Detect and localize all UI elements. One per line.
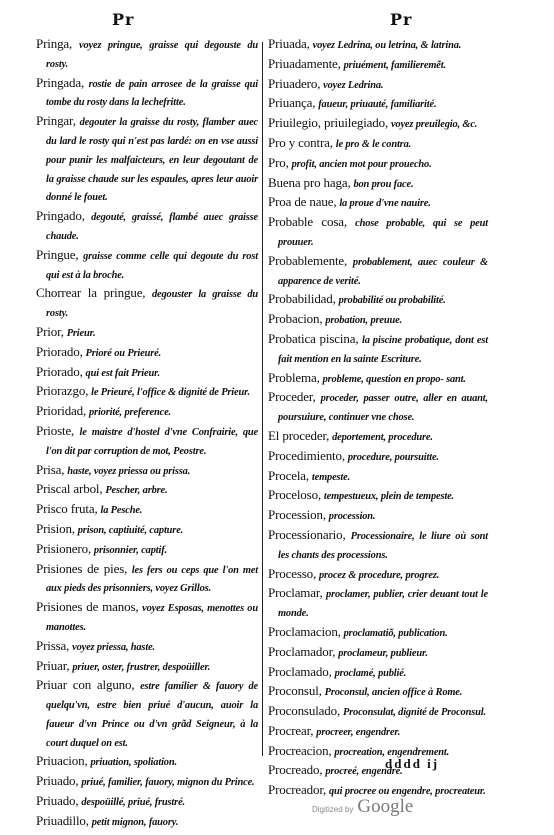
dictionary-entry <box>268 174 488 194</box>
entry-definition: qui procree ou engendre, procreateur. <box>328 786 486 798</box>
entry-headword: Priscal arbol, <box>36 481 103 497</box>
entry-headword: Proclamacion, <box>268 623 341 639</box>
dictionary-entry <box>36 74 258 113</box>
entry-headword: Prissa, <box>36 637 70 653</box>
entry-headword: Probable cosa, <box>268 214 347 230</box>
entry-definition: Proconsul, ancien office à Rome. <box>324 687 463 699</box>
digitized-watermark <box>312 796 413 818</box>
entry-headword: Priuado, <box>36 773 79 789</box>
entry-headword: Processionario, <box>268 526 346 542</box>
dictionary-entry <box>36 540 258 560</box>
dictionary-entry <box>268 369 488 389</box>
entry-headword: Prisa, <box>36 461 65 477</box>
entry-definition: profit, ancien mot pour prouecho. <box>291 158 432 170</box>
entry-definition: voyez Ledrina, ou letrina, & latrina. <box>312 40 462 51</box>
google-logo: Google <box>357 796 414 817</box>
entry-definition: priuer, oster, frustrer, despoüiller. <box>72 661 211 673</box>
dictionary-entry <box>268 290 488 310</box>
entry-definition: procez & procedure, progrez. <box>318 569 440 581</box>
entry-headword: Priuadero, <box>268 75 321 91</box>
entry-headword: Priuada, <box>268 36 310 51</box>
watermark-prefix: Digitized by <box>312 805 354 814</box>
entry-definition: faueur, priuauté, familiarité. <box>318 99 437 111</box>
entry-headword: Prior, <box>36 323 64 339</box>
entry-headword: Procession, <box>268 507 326 523</box>
entry-headword: Processo, <box>268 565 317 581</box>
entry-definition: rostie de pain arrosee de la graisse qui tombe du rosty dans la lechefritte. <box>46 78 258 109</box>
dictionary-entry <box>36 657 258 677</box>
dictionary-entry <box>268 486 488 506</box>
entry-headword: Pringue, <box>36 246 79 262</box>
left-column <box>36 35 258 832</box>
dictionary-entry <box>268 330 488 369</box>
dictionary-entry <box>268 55 488 75</box>
entry-headword: Procedimiento, <box>268 447 345 463</box>
entry-definition: le pro & le contra. <box>335 138 412 150</box>
entry-definition: deportement, procedure. <box>332 431 433 443</box>
entry-headword: Pro y contra, <box>268 134 333 150</box>
entry-definition: procreation, engendrement. <box>334 746 450 758</box>
dictionary-entry <box>268 722 488 742</box>
dictionary-entry <box>268 506 488 526</box>
entry-headword: Proclamar, <box>268 585 323 601</box>
entry-definition: procedure, poursuitte. <box>347 451 439 463</box>
entry-definition: Prieur. <box>66 327 96 339</box>
entry-headword: Pringa, <box>36 36 73 51</box>
entry-definition: bon prou face. <box>353 178 414 190</box>
entry-definition: degouter la graisse du rosty, flamber auec du lard le rosty qui n'est pas lardé: on en vse aussi pour punir les malfaicteurs, en leur degoutant de la graisse chaude sur les espaules, apres leur auoir donné le fouet. <box>46 117 258 204</box>
entry-headword: Pringada, <box>36 74 85 90</box>
entry-definition: priorité, preference. <box>89 407 171 419</box>
dictionary-entry <box>268 565 488 585</box>
dictionary-entry <box>36 520 258 540</box>
entry-headword: Proa de naue, <box>268 194 337 210</box>
dictionary-entry <box>36 676 258 752</box>
entry-definition: procreer, engendrer. <box>316 726 401 738</box>
dictionary-entry <box>268 623 488 643</box>
entry-headword: Proclamador, <box>268 643 336 659</box>
dictionary-entry <box>268 213 488 252</box>
running-head-right: Pr <box>390 10 413 29</box>
dictionary-entry <box>268 134 488 154</box>
entry-definition: les fers ou ceps que l'on met aux pieds des prisonniers, voyez Grillos. <box>46 564 258 595</box>
entry-headword: Pringado, <box>36 208 85 224</box>
entry-headword: Priorazgo, <box>36 383 89 399</box>
entry-headword: Proconsul, <box>268 683 322 699</box>
entry-definition: probation, preuue. <box>325 315 403 327</box>
dictionary-entry <box>36 284 258 323</box>
entry-definition: voyez pringue, graisse qui degouste du rosty. <box>46 40 259 70</box>
entry-definition: tempeste. <box>311 471 351 483</box>
dictionary-entry <box>268 526 488 565</box>
entry-definition: Processionaire, le liure où sont les chants des processions. <box>278 530 488 561</box>
entry-headword: Chorrear la pringue, <box>36 285 146 301</box>
entry-headword: Procreado, <box>268 762 323 778</box>
entry-headword: Prisiones de pies, <box>36 560 128 576</box>
dictionary-entry <box>268 702 488 722</box>
entry-definition: Prioré ou Prieuré. <box>85 347 162 359</box>
dictionary-entry <box>268 761 488 781</box>
entry-definition: procession. <box>328 511 376 523</box>
entry-definition: degouté, graissé, flambé auec graisse chaude. <box>46 212 258 242</box>
dictionary-entry <box>36 422 258 461</box>
entry-headword: Prisco fruta, <box>36 501 98 517</box>
entry-headword: Priuilegio, priuilegiado, <box>268 115 389 131</box>
dictionary-entry <box>36 112 258 207</box>
entry-definition: prison, captiuité, capture. <box>77 524 184 536</box>
dictionary-entry <box>268 467 488 487</box>
entry-definition: proclamer, publier, crier deuant tout le monde. <box>278 589 488 620</box>
entry-definition: la proue d'vne nauire. <box>339 198 431 210</box>
entry-definition: Proconsulat, dignité de Proconsul. <box>342 707 486 719</box>
entry-definition: petit mignon, fauory. <box>91 816 179 828</box>
entry-headword: Priuacion, <box>36 753 88 769</box>
entry-definition: prisonnier, captif. <box>93 544 167 556</box>
entry-headword: Priuadillo, <box>36 812 89 828</box>
dictionary-entry <box>268 193 488 213</box>
entry-definition: le maistre d'hostel d'vne Confrairie, que l'on dit par corruption de mot, Peostre. <box>46 426 258 457</box>
dictionary-entry <box>268 310 488 330</box>
dictionary-entry <box>36 812 258 832</box>
entry-headword: Procreador, <box>268 782 327 798</box>
entry-headword: Proceder, <box>268 389 316 405</box>
entry-definition: graisse comme celle qui degoute du rost qui est à la broche. <box>46 250 258 281</box>
entry-headword: Prisionero, <box>36 540 92 556</box>
dictionary-entry <box>268 742 488 762</box>
entry-definition: priuément, familieremẽt. <box>343 59 446 71</box>
dictionary-entry <box>268 75 488 95</box>
dictionary-entry <box>36 382 258 402</box>
dictionary-entry <box>268 252 488 291</box>
dictionary-entry <box>36 598 258 637</box>
entry-definition: la piscine probatique, dont est fait mention en la sainte Escriture. <box>278 334 488 365</box>
dictionary-entry <box>36 323 258 343</box>
dictionary-entry <box>36 637 258 657</box>
entry-headword: Prision, <box>36 520 75 536</box>
dictionary-entry <box>36 480 258 500</box>
entry-headword: Probacion, <box>268 311 323 327</box>
entry-definition: chose probable, qui se peut prouuer. <box>278 218 488 248</box>
entry-headword: Proceloso, <box>268 487 322 503</box>
dictionary-entry <box>36 461 258 481</box>
entry-definition: haste, voyez priessa ou prissa. <box>67 465 191 477</box>
entry-headword: Buena pro haga, <box>268 174 351 190</box>
entry-definition: despoüillé, priué, frustré. <box>81 797 185 809</box>
entry-headword: Procreacion, <box>268 742 332 758</box>
entry-definition: proclamé, publié. <box>334 667 407 679</box>
running-head-left: Pr <box>112 10 135 29</box>
entry-headword: Probatica piscina, <box>268 330 359 346</box>
entry-headword: Prisiones de manos, <box>36 599 139 615</box>
entry-headword: Priuar, <box>36 657 70 673</box>
dictionary-entry <box>36 343 258 363</box>
dictionary-entry <box>268 643 488 663</box>
entry-headword: Probablemente, <box>268 252 348 268</box>
entry-definition: probablement, auec couleur & apparence de verité. <box>278 256 488 287</box>
entry-headword: Problema, <box>268 369 320 385</box>
entry-definition: voyez priessa, haste. <box>72 641 155 653</box>
entry-definition: voyez Ledrina. <box>323 79 384 91</box>
signature-mark: dddd ij <box>385 756 440 771</box>
right-column <box>268 35 488 801</box>
dictionary-entry <box>36 35 258 74</box>
entry-headword: Proconsulado, <box>268 703 341 719</box>
entry-headword: Priuar con alguno, <box>36 677 135 693</box>
dictionary-entry <box>268 114 488 134</box>
entry-headword: Priorado, <box>36 363 83 379</box>
dictionary-entry <box>36 363 258 383</box>
entry-definition: qui est fait Prieur. <box>85 367 160 379</box>
dictionary-entry <box>36 500 258 520</box>
dictionary-entry <box>268 663 488 683</box>
dictionary-entry <box>268 388 488 427</box>
entry-headword: Procela, <box>268 467 310 483</box>
entry-definition: estre familier & fauory de quelqu'vn, estre bien priué d'aucun, auoir la faueur d'vn Prince ou d'vn grãd Seigneur, à la court duquel on est. <box>46 681 258 749</box>
dictionary-entry <box>36 246 258 285</box>
entry-headword: Pringar, <box>36 113 76 129</box>
entry-definition: proceder, passer outre, aller en auant, poursuiure, continuer vne chose. <box>278 393 488 424</box>
entry-definition: la Pesche. <box>100 505 143 517</box>
entry-definition: probabilité ou probabilité. <box>338 295 446 307</box>
entry-headword: Probabilidad, <box>268 291 336 307</box>
entry-headword: Priuança, <box>268 95 316 111</box>
entry-definition: probleme, question en propo- sant. <box>322 373 466 385</box>
entry-headword: Procrear, <box>268 722 314 738</box>
entry-definition: priuation, spoliation. <box>90 757 177 769</box>
entry-definition: procreé, engendré. <box>325 766 403 778</box>
dictionary-entry <box>268 682 488 702</box>
dictionary-entry <box>268 447 488 467</box>
dictionary-entry <box>36 752 258 772</box>
entry-headword: Priuado, <box>36 793 79 809</box>
entry-definition: priué, familier, fauory, mignon du Prince. <box>81 777 255 789</box>
entry-headword: Proclamado, <box>268 663 332 679</box>
entry-headword: Pro, <box>268 154 289 170</box>
dictionary-entry <box>268 35 488 55</box>
entry-definition: degouster la graisse du rosty. <box>46 289 259 320</box>
entry-headword: Priuadamente, <box>268 55 341 71</box>
entry-headword: Prioste, <box>36 422 75 438</box>
dictionary-entry <box>36 207 258 246</box>
entry-definition: voyez preuilegio, &c. <box>390 119 478 131</box>
dictionary-entry <box>268 584 488 623</box>
dictionary-entry <box>36 772 258 792</box>
entry-definition: Pescher, arbre. <box>105 485 168 497</box>
dictionary-entry <box>36 560 258 599</box>
entry-definition: tempestueux, plein de tempeste. <box>323 491 455 503</box>
entry-headword: El proceder, <box>268 427 330 443</box>
entry-definition: proclamatiõ, publication. <box>343 627 448 639</box>
dictionary-entry <box>36 402 258 422</box>
entry-definition: proclameur, publieur. <box>338 647 428 659</box>
entry-definition: le Prieuré, l'office & dignité de Prieur. <box>91 387 250 399</box>
column-divider <box>262 42 263 756</box>
dictionary-entry <box>36 792 258 812</box>
entry-headword: Priorado, <box>36 343 83 359</box>
dictionary-entry <box>268 94 488 114</box>
dictionary-entry <box>268 427 488 447</box>
dictionary-entry <box>268 154 488 174</box>
entry-headword: Prioridad, <box>36 403 87 419</box>
entry-definition: voyez Esposas, menottes ou manottes. <box>46 603 258 633</box>
